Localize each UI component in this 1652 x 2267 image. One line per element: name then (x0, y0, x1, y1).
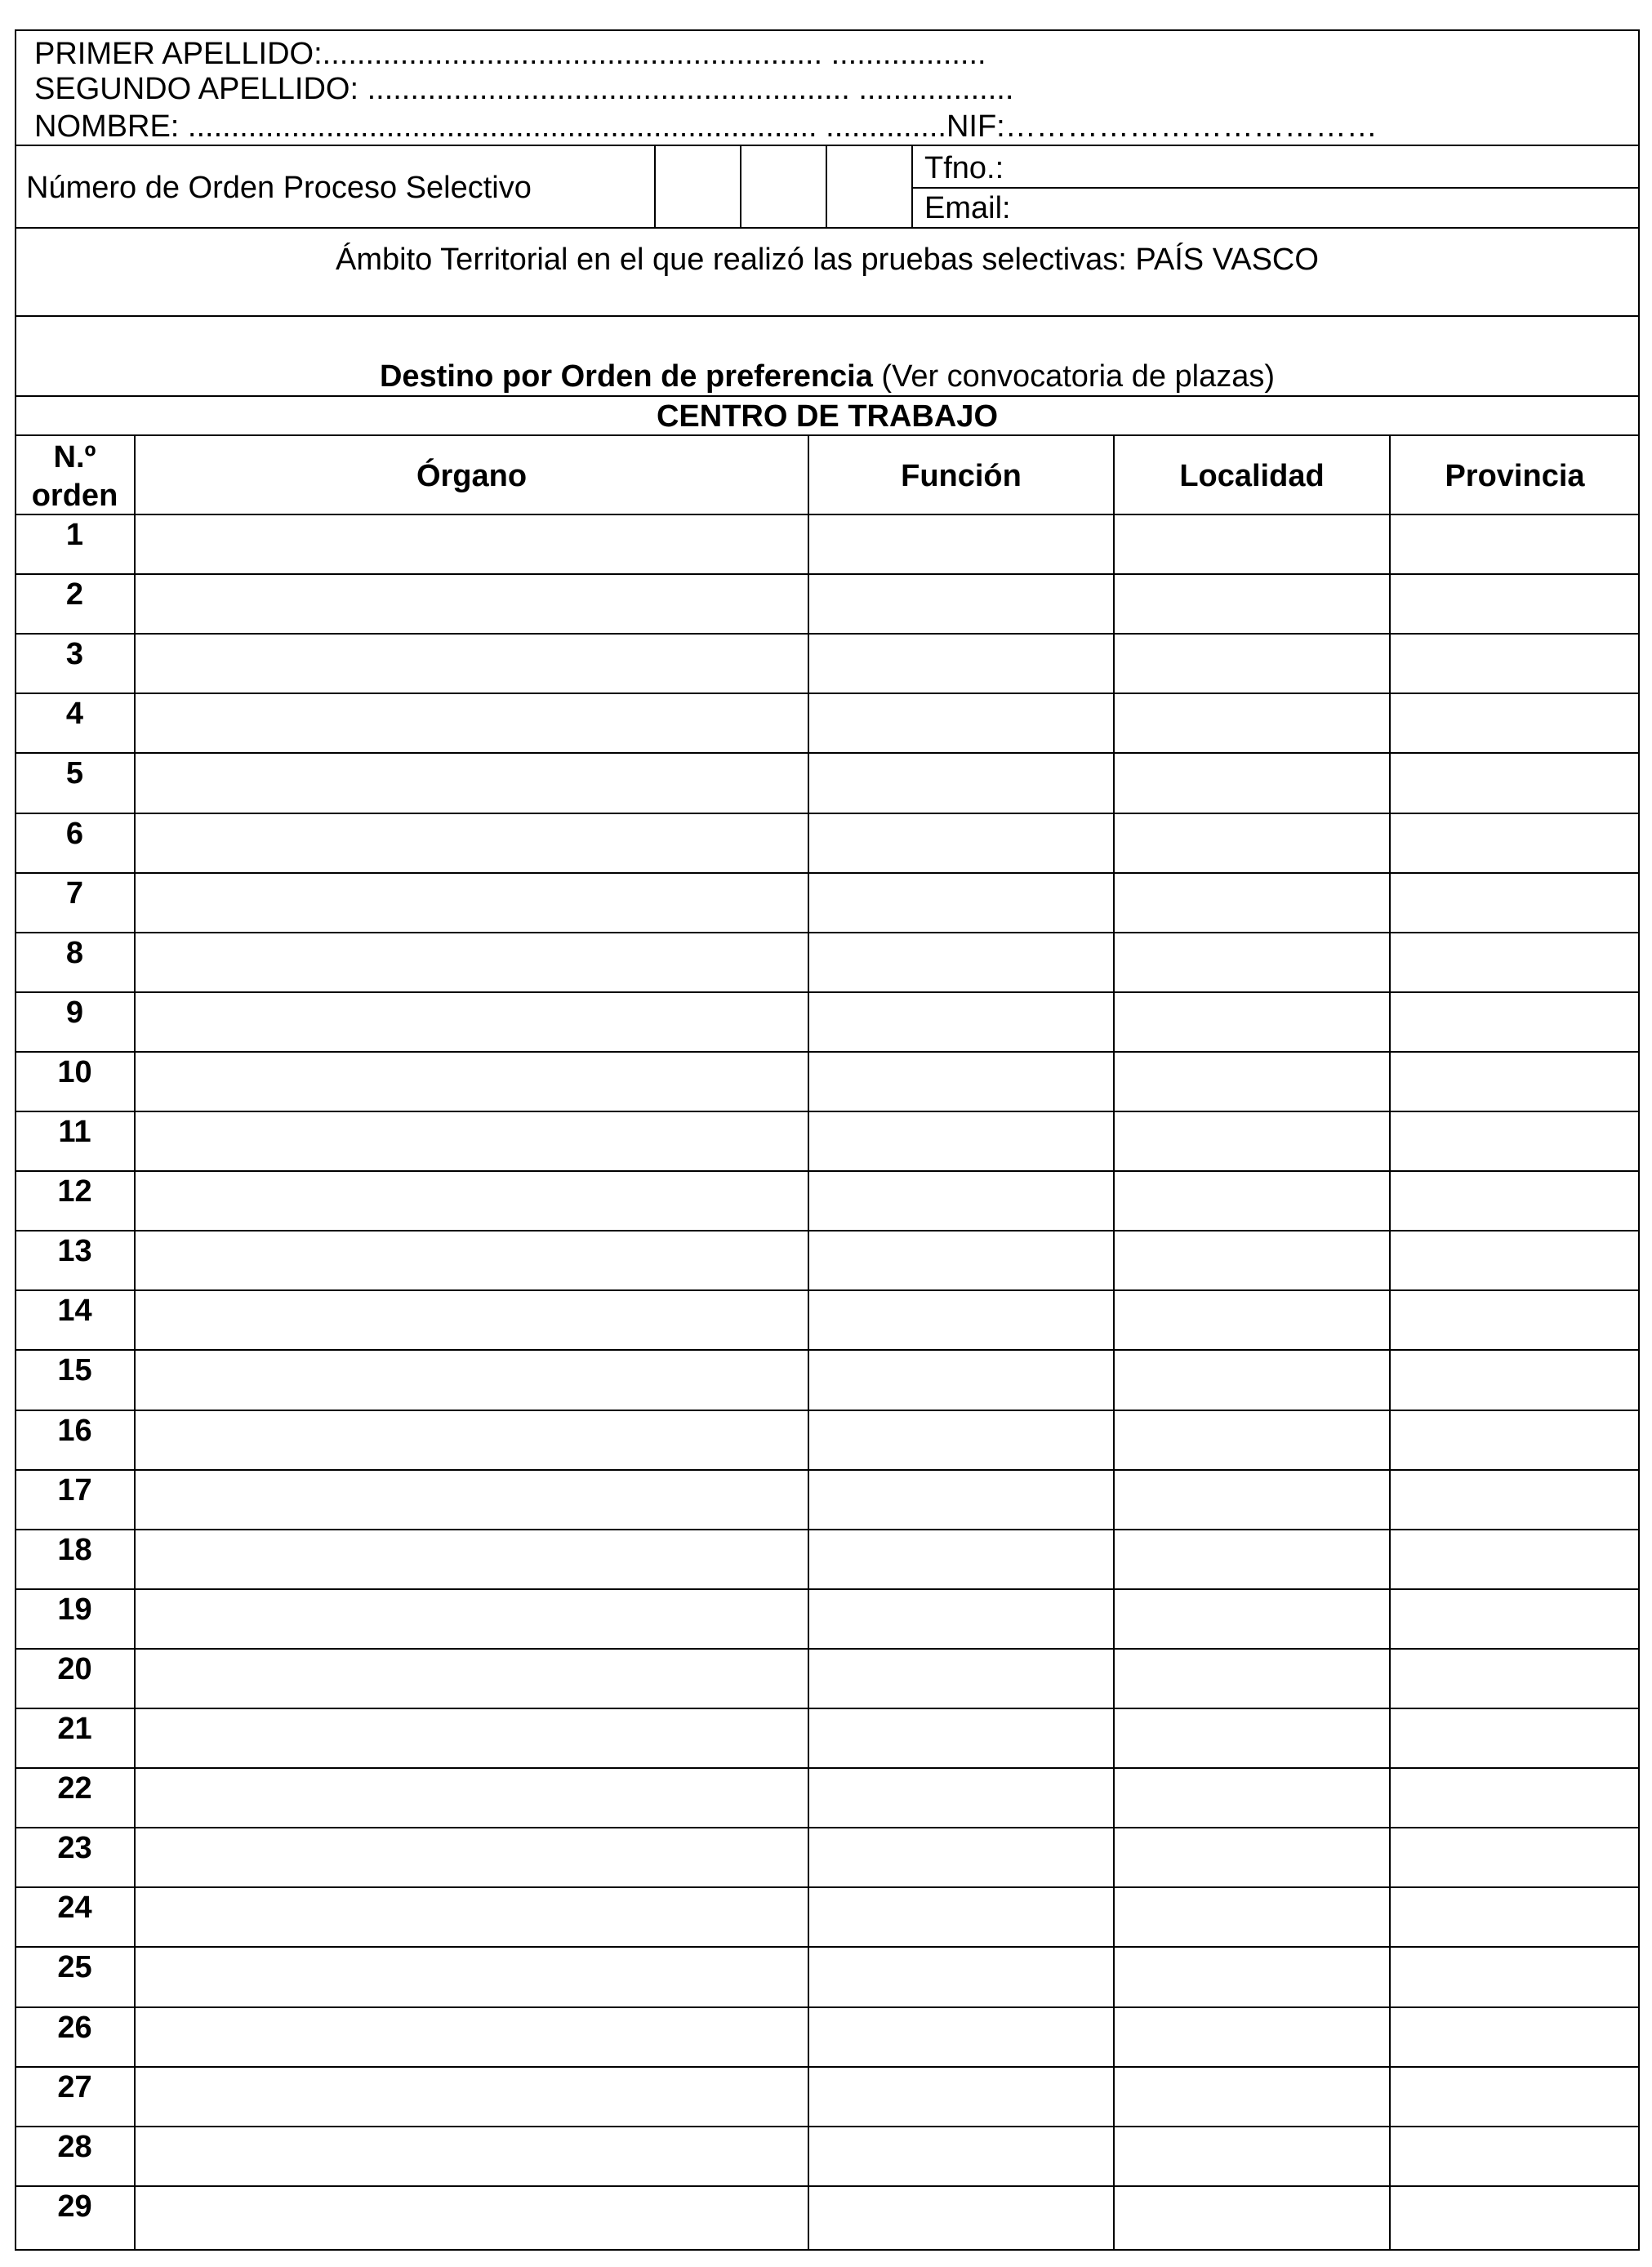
funcion-cell[interactable] (809, 1530, 1113, 1588)
provincia-cell[interactable] (1391, 754, 1638, 812)
row-number: 18 (57, 1533, 92, 1567)
organo-cell[interactable] (136, 1112, 808, 1170)
localidad-cell[interactable] (1115, 814, 1389, 872)
provincia-cell[interactable] (1391, 1411, 1638, 1469)
organo-cell[interactable] (136, 515, 808, 573)
localidad-cell[interactable] (1115, 1411, 1389, 1469)
col-header-organo: Órgano (416, 459, 528, 493)
funcion-cell[interactable] (809, 1411, 1113, 1469)
nombre-nif-field[interactable]: NOMBRE: ......................................................................... ..............NIF:……………………………… (34, 109, 1378, 144)
provincia-cell[interactable] (1391, 575, 1638, 633)
organo-cell[interactable] (136, 1650, 808, 1708)
provincia-cell[interactable] (1391, 1291, 1638, 1349)
orden-digit-box-1[interactable] (656, 146, 740, 225)
row-number: 15 (57, 1353, 92, 1387)
organo-cell[interactable] (136, 1888, 808, 1946)
organo-cell[interactable] (136, 933, 808, 991)
divider (15, 434, 1640, 436)
organo-cell[interactable] (136, 754, 808, 812)
provincia-cell[interactable] (1391, 1530, 1638, 1588)
localidad-cell[interactable] (1115, 1112, 1389, 1170)
row-number: 17 (57, 1473, 92, 1508)
funcion-cell[interactable] (809, 2068, 1113, 2126)
funcion-cell[interactable] (809, 1709, 1113, 1767)
ambito-territorial: Ámbito Territorial en el que realizó las pruebas selectivas: PAÍS VASCO (336, 243, 1319, 277)
localidad-cell[interactable] (1115, 1948, 1389, 2006)
provincia-cell[interactable] (1391, 2068, 1638, 2126)
localidad-cell[interactable] (1115, 1291, 1389, 1349)
provincia-cell[interactable] (1391, 1769, 1638, 1827)
funcion-cell[interactable] (809, 694, 1113, 752)
funcion-cell[interactable] (809, 933, 1113, 991)
funcion-cell[interactable] (809, 575, 1113, 633)
organo-cell[interactable] (136, 814, 808, 872)
organo-cell[interactable] (136, 1172, 808, 1230)
funcion-cell[interactable] (809, 1828, 1113, 1886)
localidad-cell[interactable] (1115, 2187, 1389, 2245)
organo-cell[interactable] (136, 1471, 808, 1529)
tfno-field[interactable]: Tfno.: (924, 151, 1004, 185)
numero-orden-label: Número de Orden Proceso Selectivo (26, 171, 532, 205)
provincia-cell[interactable] (1391, 933, 1638, 991)
localidad-cell[interactable] (1115, 1172, 1389, 1230)
provincia-cell[interactable] (1391, 515, 1638, 573)
row-number: 28 (57, 2130, 92, 2164)
funcion-cell[interactable] (809, 1769, 1113, 1827)
provincia-cell[interactable] (1391, 874, 1638, 932)
localidad-cell[interactable] (1115, 2008, 1389, 2066)
funcion-cell[interactable] (809, 1351, 1113, 1409)
row-number: 23 (57, 1831, 92, 1865)
funcion-cell[interactable] (809, 1888, 1113, 1946)
provincia-cell[interactable] (1391, 1053, 1638, 1111)
organo-cell[interactable] (136, 993, 808, 1051)
funcion-cell[interactable] (809, 1948, 1113, 2006)
divider (911, 145, 913, 227)
localidad-cell[interactable] (1115, 874, 1389, 932)
provincia-cell[interactable] (1391, 1471, 1638, 1529)
funcion-cell[interactable] (809, 754, 1113, 812)
organo-cell[interactable] (136, 2068, 808, 2126)
localidad-cell[interactable] (1115, 2127, 1389, 2185)
destino-title (15, 360, 1640, 393)
organo-cell[interactable] (136, 1053, 808, 1111)
divider (15, 395, 1640, 397)
provincia-cell[interactable] (1391, 1948, 1638, 2006)
funcion-cell[interactable] (809, 1231, 1113, 1289)
provincia-cell[interactable] (1391, 694, 1638, 752)
localidad-cell[interactable] (1115, 993, 1389, 1051)
provincia-cell[interactable] (1391, 2127, 1638, 2185)
organo-cell[interactable] (136, 575, 808, 633)
divider (911, 187, 1640, 189)
localidad-cell[interactable] (1115, 694, 1389, 752)
organo-cell[interactable] (136, 1828, 808, 1886)
localidad-cell[interactable] (1115, 1769, 1389, 1827)
destino-title-bold: Destino por Orden de preferencia (379, 359, 873, 394)
localidad-cell[interactable] (1115, 515, 1389, 573)
localidad-cell[interactable] (1115, 1530, 1389, 1588)
provincia-cell[interactable] (1391, 1231, 1638, 1289)
row-number: 2 (65, 577, 84, 612)
funcion-cell[interactable] (809, 2127, 1113, 2185)
provincia-cell[interactable] (1391, 814, 1638, 872)
organo-cell[interactable] (136, 1351, 808, 1409)
funcion-cell[interactable] (809, 1291, 1113, 1349)
localidad-cell[interactable] (1115, 754, 1389, 812)
organo-cell[interactable] (136, 2127, 808, 2185)
divider (15, 315, 1640, 317)
organo-cell[interactable] (136, 1291, 808, 1349)
funcion-cell[interactable] (809, 814, 1113, 872)
localidad-cell[interactable] (1115, 2068, 1389, 2126)
localidad-cell[interactable] (1115, 1590, 1389, 1648)
segundo-apellido-field[interactable]: SEGUNDO APELLIDO: ........................................................ .................. (34, 72, 1014, 106)
organo-cell[interactable] (136, 1231, 808, 1289)
provincia-cell[interactable] (1391, 2187, 1638, 2245)
provincia-cell[interactable] (1391, 1650, 1638, 1708)
organo-cell[interactable] (136, 1590, 808, 1648)
organo-cell[interactable] (136, 1709, 808, 1767)
localidad-cell[interactable] (1115, 1053, 1389, 1111)
provincia-cell[interactable] (1391, 2008, 1638, 2066)
organo-cell[interactable] (136, 1948, 808, 2006)
row-number: 27 (57, 2070, 92, 2104)
email-field[interactable]: Email: (924, 191, 1011, 225)
row-number: 22 (57, 1771, 92, 1806)
funcion-cell[interactable] (809, 874, 1113, 932)
organo-cell[interactable] (136, 1769, 808, 1827)
localidad-cell[interactable] (1115, 1471, 1389, 1529)
localidad-cell[interactable] (1115, 1351, 1389, 1409)
localidad-cell[interactable] (1115, 1231, 1389, 1289)
row-number: 12 (57, 1174, 92, 1209)
funcion-cell[interactable] (809, 1471, 1113, 1529)
funcion-cell[interactable] (809, 515, 1113, 573)
row-number: 11 (58, 1115, 91, 1149)
row-number: 26 (57, 2011, 92, 2045)
provincia-cell[interactable] (1391, 1590, 1638, 1648)
organo-cell[interactable] (136, 2187, 808, 2245)
row-number: 25 (57, 1950, 92, 1984)
row-number: 3 (65, 637, 84, 671)
row-number: 4 (65, 697, 84, 731)
row-number: 29 (57, 2189, 92, 2224)
funcion-cell[interactable] (809, 635, 1113, 693)
localidad-cell[interactable] (1115, 933, 1389, 991)
provincia-cell[interactable] (1391, 993, 1638, 1051)
funcion-cell[interactable] (809, 1053, 1113, 1111)
col-header-funcion: Función (901, 459, 1022, 493)
organo-cell[interactable] (136, 1411, 808, 1469)
divider (15, 227, 1640, 229)
primer-apellido-field[interactable]: PRIMER APELLIDO:.......................................................... .................. (34, 37, 986, 71)
provincia-cell[interactable] (1391, 1351, 1638, 1409)
col-header-localidad: Localidad (1179, 459, 1325, 493)
orden-digit-box-2[interactable] (741, 146, 826, 225)
localidad-cell[interactable] (1115, 575, 1389, 633)
funcion-cell[interactable] (809, 1112, 1113, 1170)
organo-cell[interactable] (136, 874, 808, 932)
row-number: 21 (57, 1712, 92, 1746)
provincia-cell[interactable] (1391, 1888, 1638, 1946)
row-number: 6 (65, 817, 84, 851)
orden-digit-box-3[interactable] (827, 146, 911, 225)
localidad-cell[interactable] (1115, 1650, 1389, 1708)
row-number: 24 (57, 1891, 92, 1925)
provincia-cell[interactable] (1391, 1112, 1638, 1170)
row-number: 9 (65, 995, 84, 1030)
col-header-orden: N.º (53, 440, 96, 474)
provincia-cell[interactable] (1391, 1709, 1638, 1767)
provincia-cell[interactable] (1391, 635, 1638, 693)
organo-cell[interactable] (136, 635, 808, 693)
organo-cell[interactable] (136, 1530, 808, 1588)
centro-trabajo-header: CENTRO DE TRABAJO (656, 399, 999, 434)
row-number: 13 (57, 1234, 92, 1268)
row-number: 10 (57, 1055, 92, 1089)
row-number: 8 (65, 936, 84, 970)
row-number: 1 (65, 518, 84, 552)
organo-cell[interactable] (136, 2008, 808, 2066)
col-header-provincia: Provincia (1445, 459, 1585, 493)
funcion-cell[interactable] (809, 1172, 1113, 1230)
row-number: 16 (57, 1414, 92, 1448)
localidad-cell[interactable] (1115, 1828, 1389, 1886)
funcion-cell[interactable] (809, 1650, 1113, 1708)
col-header-orden-2: orden (31, 479, 118, 513)
funcion-cell[interactable] (809, 1590, 1113, 1648)
localidad-cell[interactable] (1115, 635, 1389, 693)
row-number: 19 (57, 1592, 92, 1627)
destino-title-note: (Ver convocatoria de plazas) (872, 359, 1276, 394)
row-number: 20 (57, 1652, 92, 1686)
funcion-cell[interactable] (809, 2187, 1113, 2245)
organo-cell[interactable] (136, 694, 808, 752)
row-number: 5 (65, 756, 84, 791)
provincia-cell[interactable] (1391, 1172, 1638, 1230)
localidad-cell[interactable] (1115, 1709, 1389, 1767)
row-number: 7 (65, 876, 84, 911)
localidad-cell[interactable] (1115, 1888, 1389, 1946)
provincia-cell[interactable] (1391, 1828, 1638, 1886)
funcion-cell[interactable] (809, 2008, 1113, 2066)
funcion-cell[interactable] (809, 993, 1113, 1051)
row-number: 14 (57, 1294, 92, 1328)
